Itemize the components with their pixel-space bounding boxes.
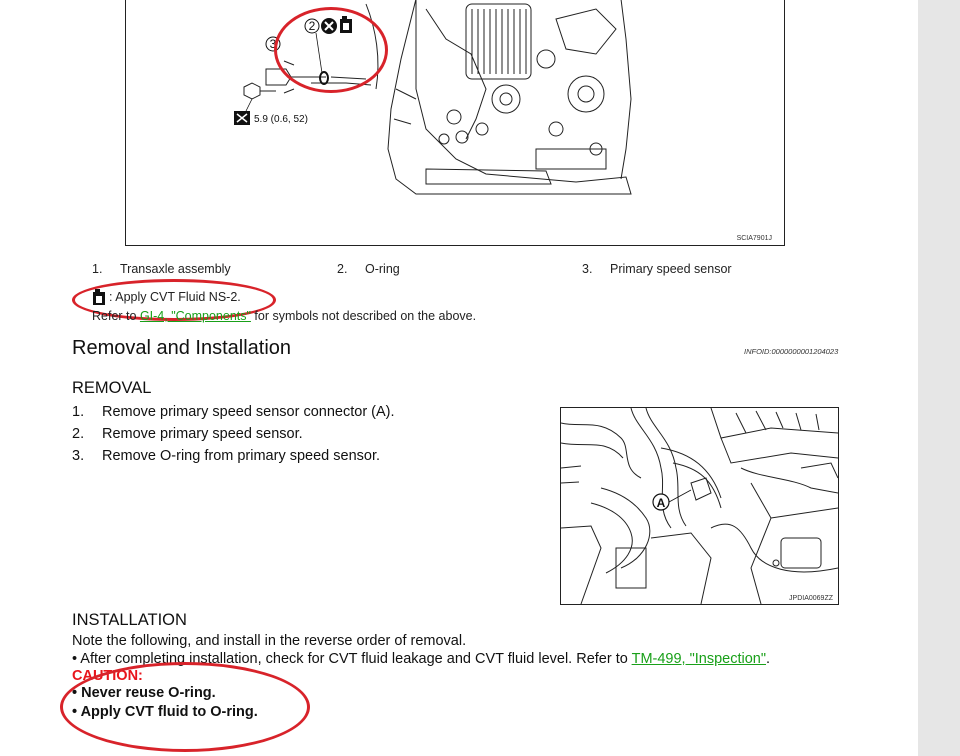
section-title: Removal and Installation (72, 337, 292, 359)
legend-label: Primary speed sensor (610, 262, 732, 276)
apply-fluid-note (92, 289, 241, 305)
step-text: Remove primary speed sensor connector (A). (102, 404, 395, 420)
removal-step-1 (72, 404, 395, 420)
tm-499-inspection-link[interactable]: TM-499, "Inspection" (631, 651, 767, 667)
fluid-bottle-icon (340, 16, 352, 33)
do-not-reuse-icon (321, 18, 337, 34)
caution-label: CAUTION: (72, 668, 143, 684)
transaxle-figure (125, 0, 785, 246)
figure-code: SCIA7901J (736, 235, 772, 242)
legend-number: 2. (337, 262, 348, 276)
bullet-text: • After completing installation, check for CVT fluid leakage and CVT fluid level. Refer to (72, 651, 632, 667)
callout-3: 3 (269, 37, 277, 51)
installation-bullet (72, 651, 770, 667)
torque-value: 5.9 (0.6, 52) (254, 114, 308, 125)
caution-item-1: • Never reuse O-ring. (72, 685, 216, 701)
engine-bay-drawing (561, 408, 838, 604)
transaxle-drawing (126, 0, 784, 245)
o-ring-shape (320, 72, 328, 84)
step-number: 3. (72, 448, 85, 464)
info-id: INFOID:0000000001204023 (744, 347, 839, 356)
refer-prefix: Refer to (92, 309, 140, 323)
fluid-bottle-icon (92, 289, 106, 305)
step-number: 2. (72, 426, 85, 442)
apply-note-text: : Apply CVT Fluid NS-2. (109, 290, 241, 304)
legend-number: 1. (92, 262, 103, 276)
step-text: Remove primary speed sensor. (102, 426, 303, 442)
torque-wrench-icon (234, 111, 250, 125)
step-number: 1. (72, 404, 85, 420)
figure-code: JPDIA0069ZZ (789, 595, 833, 602)
legend-item-3 (582, 262, 732, 276)
bullet-suffix: . (766, 651, 771, 667)
step-text: Remove O-ring from primary speed sensor. (102, 448, 381, 464)
gi-4-components-link[interactable]: GI-4, "Components" (139, 309, 251, 323)
callout-2: 2 (308, 19, 316, 33)
legend-number: 3. (582, 262, 593, 276)
removal-step-2 (72, 426, 303, 442)
removal-step-3 (72, 448, 380, 464)
legend-label: O-ring (365, 262, 400, 276)
viewer-gutter (918, 0, 960, 756)
caution-item-2: • Apply CVT fluid to O-ring. (72, 704, 258, 720)
installation-note: Note the following, and install in the reverse order of removal. (72, 633, 467, 649)
removal-title: REMOVAL (72, 379, 152, 397)
legend-label: Transaxle assembly (120, 262, 231, 276)
legend-item-1 (92, 262, 231, 276)
refer-suffix: for symbols not described on the above. (250, 309, 477, 323)
installation-title: INSTALLATION (72, 611, 187, 629)
sensor-location-figure (560, 407, 839, 605)
refer-note (92, 309, 476, 323)
legend-item-2 (337, 262, 400, 276)
callout-a: A (656, 496, 666, 510)
